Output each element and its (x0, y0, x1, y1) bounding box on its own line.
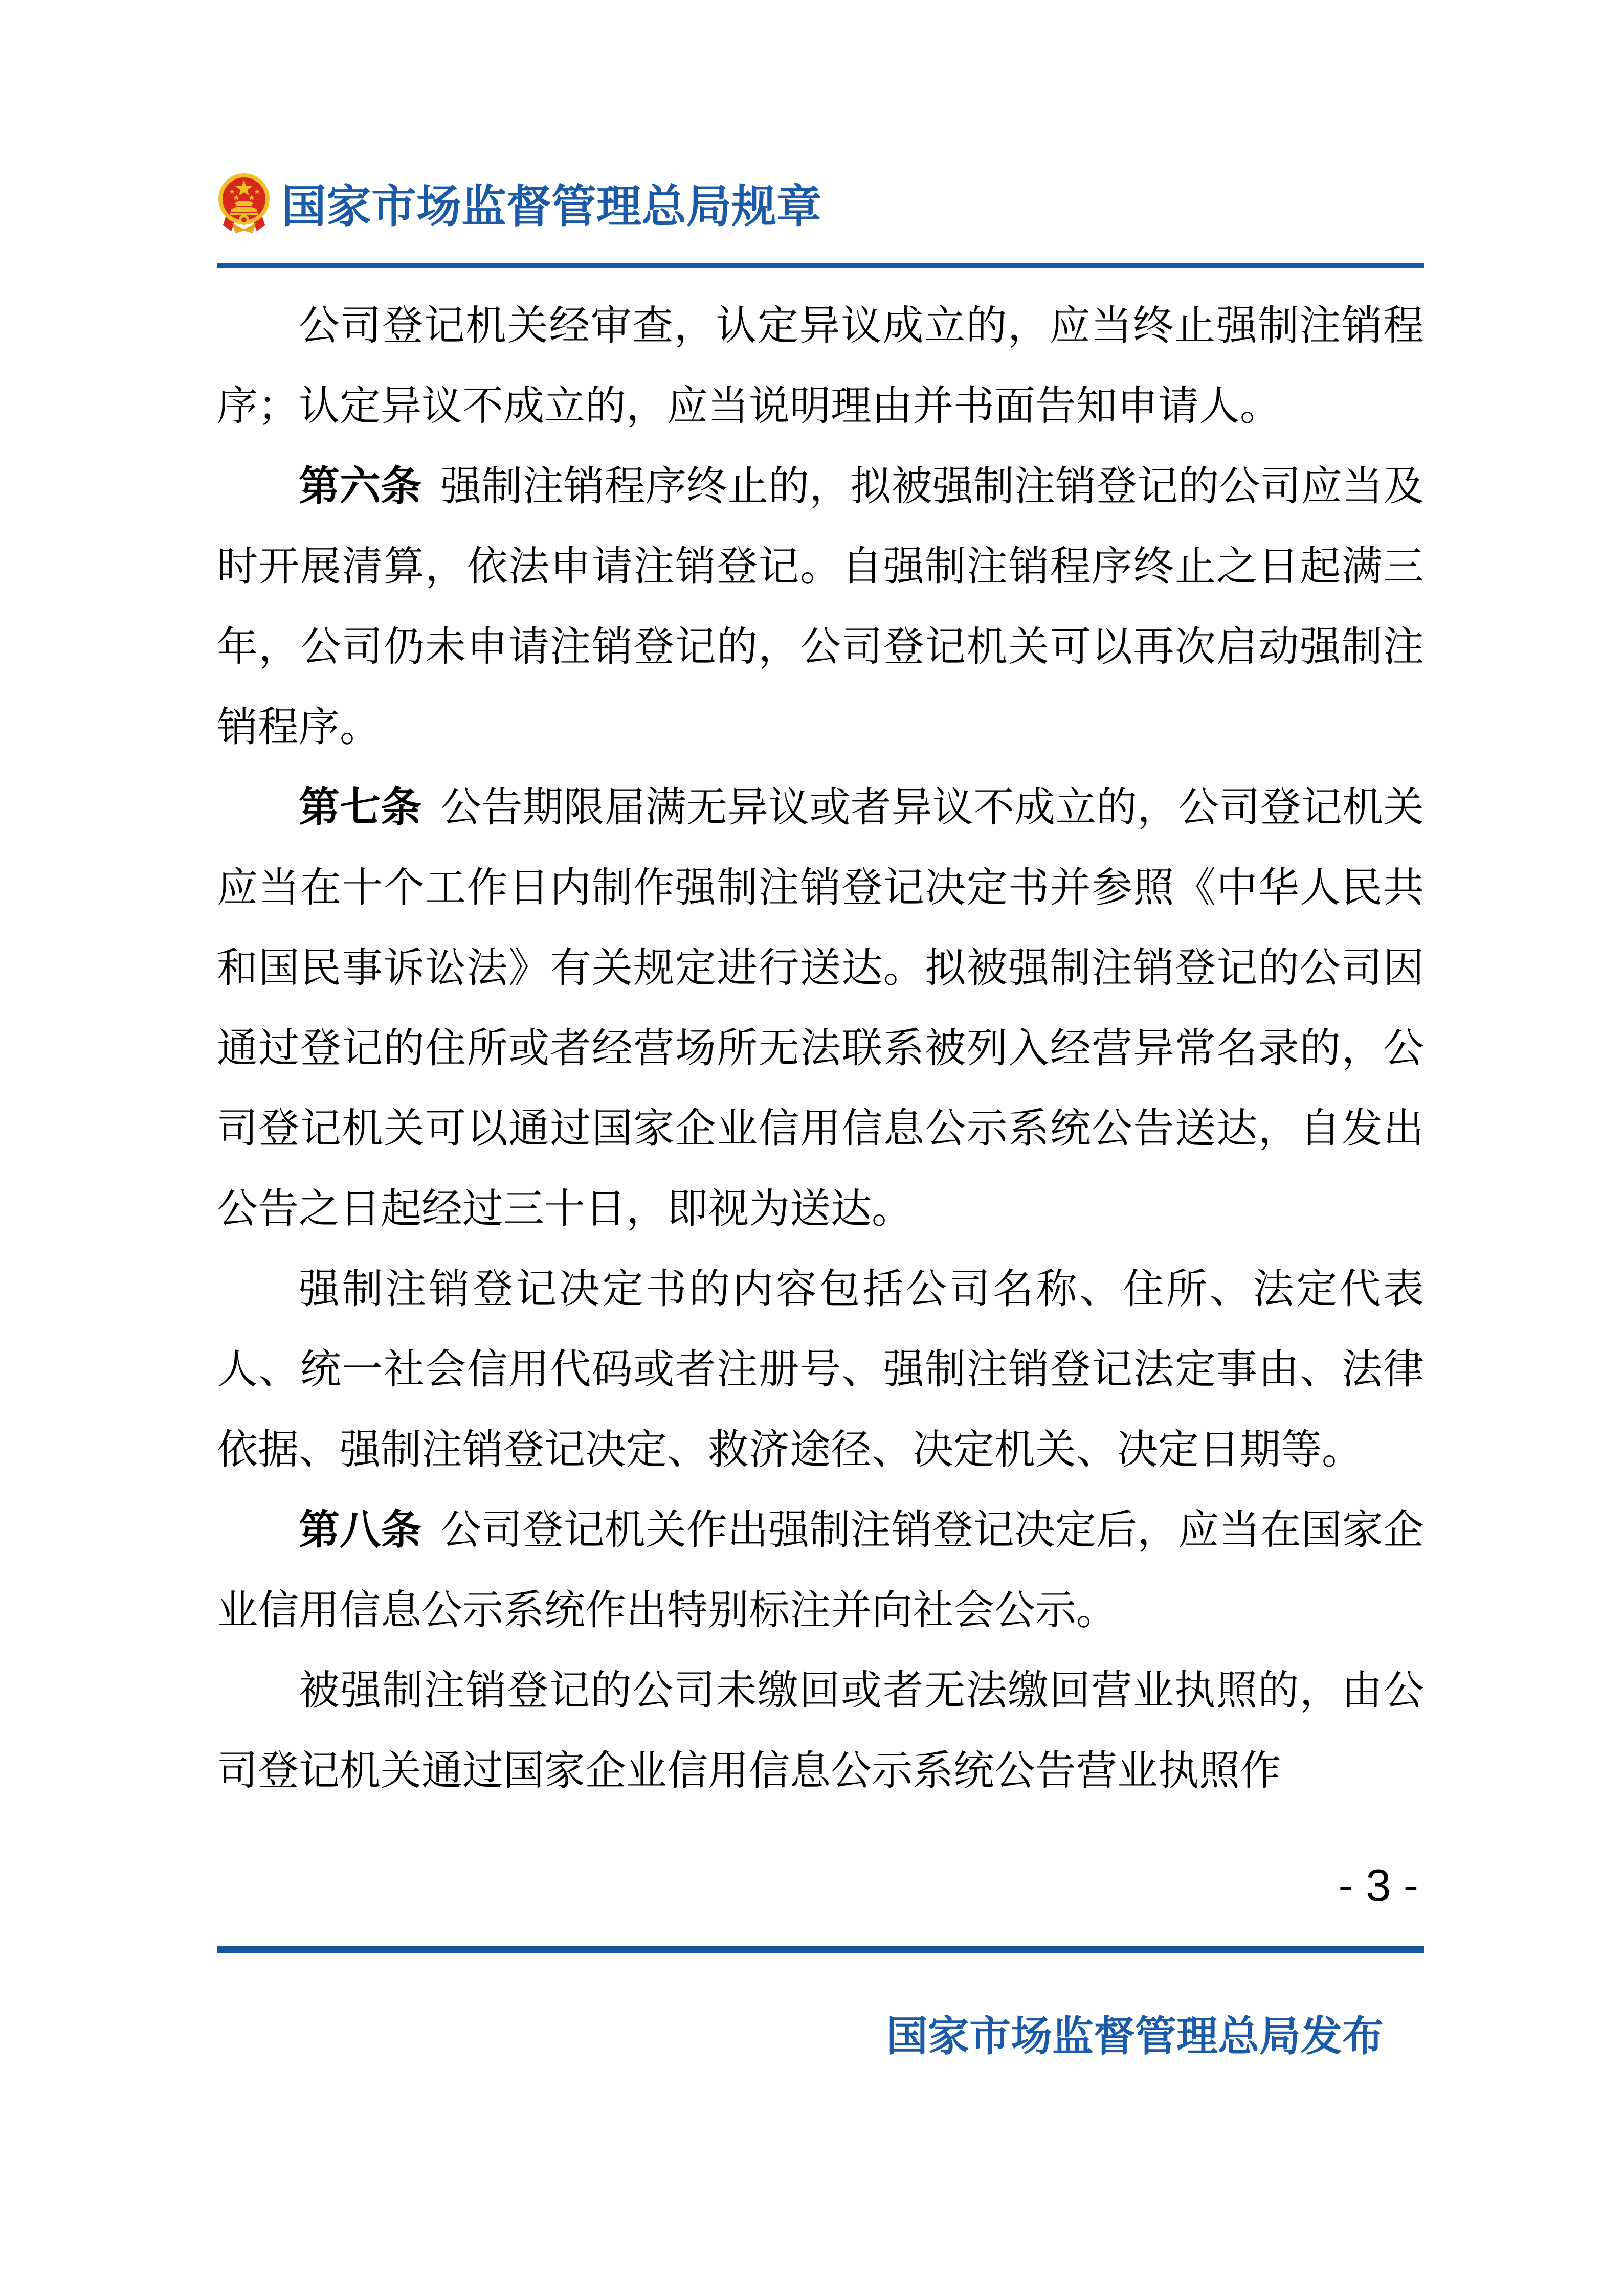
paragraph (217, 1491, 1424, 1651)
header-divider (217, 263, 1424, 268)
paragraph-text: 公司登记机关作出强制注销登记决定后，应当在国家企业信用信息公示系统作出特别标注并向社会公示。 (217, 1508, 1425, 1633)
footer-divider (217, 1946, 1424, 1953)
paragraph (217, 286, 1424, 447)
paragraph (217, 1250, 1424, 1491)
page-title: 国家市场监督管理总局规章 (281, 183, 822, 232)
article-number: 第八条 (299, 1508, 422, 1553)
paragraph-text: 强制注销程序终止的，拟被强制注销登记的公司应当及时开展清算，依法申请注销登记。自强制注销程序终止之日起满三年，公司仍未申请注销登记的，公司登记机关可以再次启动强制注销程序。 (217, 464, 1425, 750)
paragraph-text: 公告期限届满无异议或者异议不成立的，公司登记机关应当在十个工作日内制作强制注销登记决定书并参照《中华人民共和国民事诉讼法》有关规定进行送达。拟被强制注销登记的公司因通过登记的住所或者经营场所无法联系被列入经营异常名录的，公司登记机关可以通过国家企业信用信息公示系统公告送达，自发出公告之日起经过三十日，即视为送达。 (217, 785, 1425, 1232)
article-number: 第七条 (299, 785, 422, 830)
page-number: - 3 - (1338, 1860, 1418, 1910)
paragraph (217, 447, 1424, 768)
document-body (217, 286, 1424, 1812)
paragraph (217, 768, 1424, 1250)
document-header (217, 171, 821, 235)
paragraph-text: 公司登记机关经审查，认定异议成立的，应当终止强制注销程序；认定异议不成立的，应当说明理由并书面告知申请人。 (217, 304, 1424, 429)
paragraph-text: 被强制注销登记的公司未缴回或者无法缴回营业执照的，由公司登记机关通过国家企业信用信息公示系统公告营业执照作 (217, 1669, 1424, 1794)
paragraph (217, 1651, 1424, 1812)
national-emblem-icon (217, 172, 271, 234)
paragraph-text: 强制注销登记决定书的内容包括公司名称、住所、法定代表人、统一社会信用代码或者注册号、强制注销登记法定事由、法律依据、强制注销登记决定、救济途径、决定机关、决定日期等。 (217, 1267, 1424, 1473)
publisher-label: 国家市场监督管理总局发布 (886, 2014, 1384, 2060)
article-number: 第六条 (299, 464, 422, 509)
